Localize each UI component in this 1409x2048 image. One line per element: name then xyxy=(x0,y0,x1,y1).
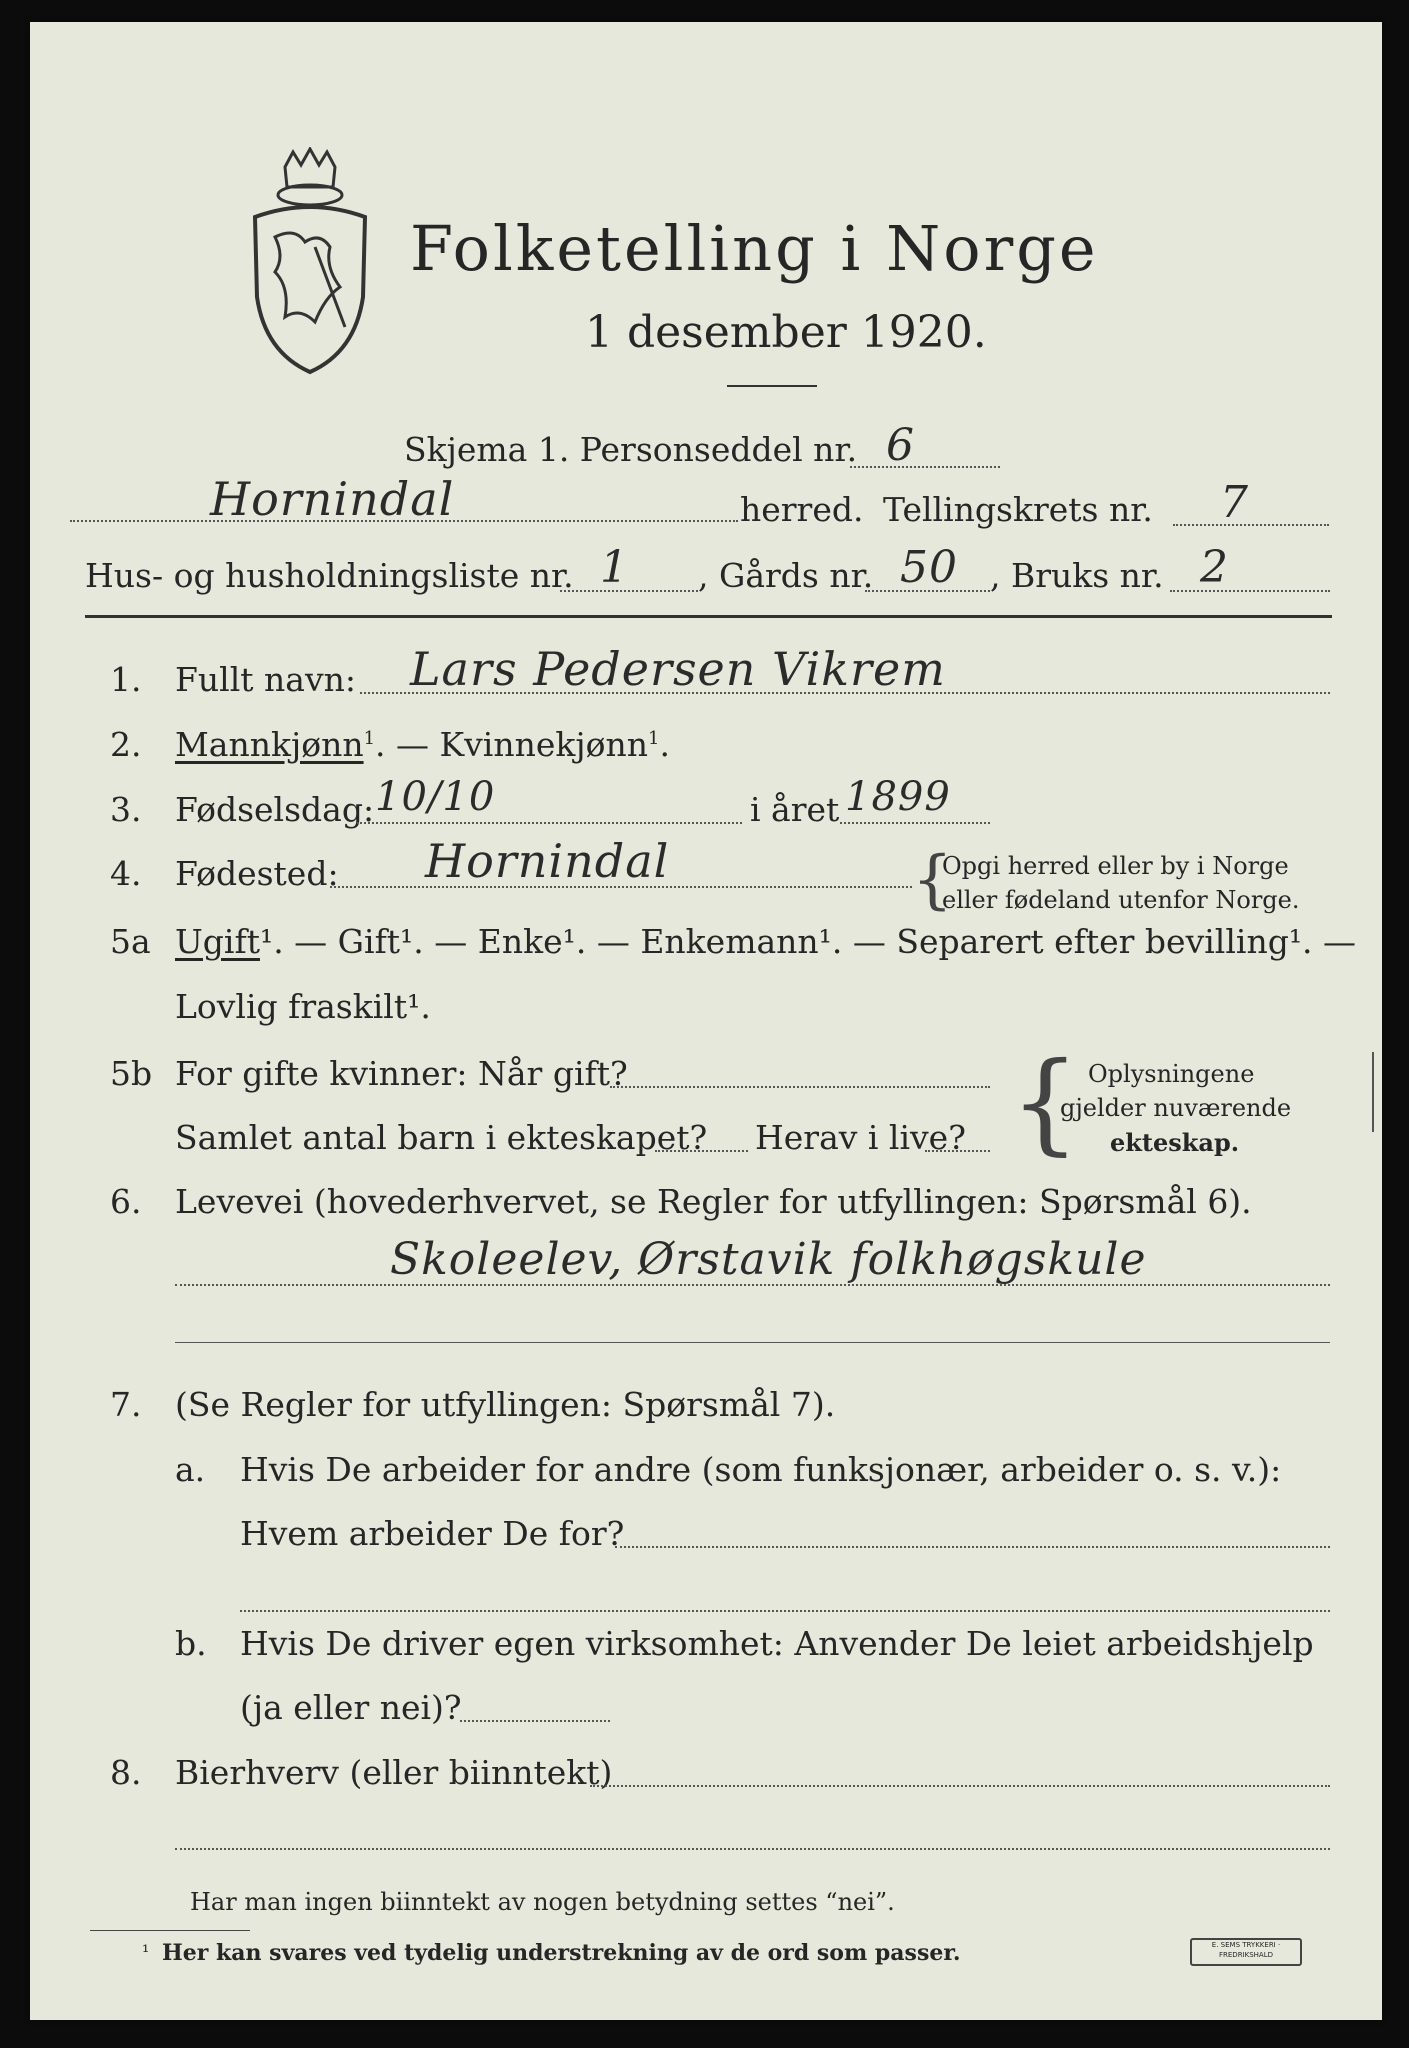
q6-number: 6. xyxy=(110,1182,142,1221)
q2-footnote-mark: 1 xyxy=(363,728,376,749)
footnote-text: Her kan svares ved tydelig understrekning av de ord som passer. xyxy=(162,1940,961,1966)
year-label: i året xyxy=(750,790,840,829)
q7a-line2: Hvem arbeider De for? xyxy=(240,1514,625,1553)
q1-label: Fullt navn: xyxy=(175,660,356,699)
census-form-page xyxy=(30,22,1382,2020)
q3-label: Fødselsdag: xyxy=(175,790,375,829)
q4-number: 4. xyxy=(110,854,142,893)
birthplace-value[interactable]: Hornindal xyxy=(425,834,670,888)
birth-day-value[interactable]: 10/10 xyxy=(375,774,496,820)
census-date: 1 desember 1920. xyxy=(585,307,987,358)
q7-number: 7. xyxy=(110,1385,142,1424)
gards-nr-value[interactable]: 50 xyxy=(900,542,958,593)
q2-end: . xyxy=(659,725,670,764)
gards-label: , Gårds nr. xyxy=(698,556,874,595)
schema-label: Skjema 1. Personseddel nr. xyxy=(404,430,858,469)
q4-label: Fødested: xyxy=(175,854,339,893)
q7-label: (Se Regler for utfyllingen: Spørsmål 7). xyxy=(175,1385,836,1424)
bruks-label: , Bruks nr. xyxy=(990,556,1164,595)
birth-year-value[interactable]: 1899 xyxy=(845,774,951,820)
husliste-label: Hus- og husholdningsliste nr. xyxy=(85,556,574,595)
header-divider xyxy=(85,615,1332,618)
tellingskrets-nr-value[interactable]: 7 xyxy=(1220,477,1249,528)
q5b-children-label: Samlet antal barn i ekteskapet? xyxy=(175,1118,708,1157)
q5b-alive-label: Herav i live? xyxy=(755,1118,966,1157)
q4-note-line1: Opgi herred eller by i Norge xyxy=(942,852,1289,880)
q5b-note1: Oplysningene xyxy=(1088,1060,1255,1088)
q2-footnote-mark-2: 1 xyxy=(648,728,660,749)
q7b-line1: Hvis De driver egen virksomhet: Anvender De leiet arbeidshjelp xyxy=(240,1624,1314,1663)
q1-number: 1. xyxy=(110,660,142,699)
footnote-mark: ¹ xyxy=(142,1942,150,1963)
q3-number: 3. xyxy=(110,790,142,829)
personseddel-nr-value[interactable]: 6 xyxy=(886,420,915,471)
full-name-value[interactable]: Lars Pedersen Vikrem xyxy=(410,642,946,696)
q6-label: Levevei (hovederhvervet, se Regler for utfyllingen: Spørsmål 6). xyxy=(175,1182,1252,1221)
printer-stamp-text: E. SEMS TRYKKERI · FREDRIKSHALD xyxy=(1211,1941,1281,1959)
q8-number: 8. xyxy=(110,1753,142,1792)
occupation-value[interactable]: Skoleelev, Ørstavik folkhøgskule xyxy=(390,1234,1147,1285)
husliste-nr-value[interactable]: 1 xyxy=(600,542,629,593)
q2-number: 2. xyxy=(110,725,142,764)
q7a-letter: a. xyxy=(175,1450,206,1489)
bruks-nr-value[interactable]: 2 xyxy=(1200,542,1229,593)
q4-brace: { xyxy=(912,843,953,917)
form-title: Folketelling i Norge xyxy=(410,212,1099,285)
q5b-line1: For gifte kvinner: Når gift? xyxy=(175,1054,628,1093)
male-option[interactable]: Mannkjønn xyxy=(175,725,364,764)
q5b-note3: ekteskap. xyxy=(1110,1128,1240,1157)
q7b-letter: b. xyxy=(175,1624,207,1663)
q5b-number: 5b xyxy=(110,1054,153,1093)
q2-sep[interactable]: . — Kvinnekjønn xyxy=(375,725,648,764)
herred-value[interactable]: Hornindal xyxy=(210,472,455,526)
title-rule xyxy=(727,385,817,387)
coat-of-arms-icon xyxy=(245,147,375,387)
q5b-note2: gjelder nuværende xyxy=(1060,1094,1292,1122)
q7b-line2: (ja eller nei)? xyxy=(240,1688,462,1727)
q5a-options xyxy=(175,922,1356,961)
tellingskrets-label: Tellingskrets nr. xyxy=(883,490,1153,529)
q5a-line2[interactable]: Lovlig fraskilt¹. xyxy=(175,987,431,1026)
herred-label: herred. xyxy=(740,490,864,529)
no-income-note: Har man ingen biinntekt av nogen betydning settes “nei”. xyxy=(190,1888,895,1916)
q7a-line1: Hvis De arbeider for andre (som funksjonær, arbeider o. s. v.): xyxy=(240,1450,1282,1489)
ugift-option[interactable]: Ugift xyxy=(175,922,260,961)
q2-options xyxy=(175,725,670,764)
q5b-brace: { xyxy=(1010,1038,1080,1166)
marital-other-options[interactable]: ¹. — Gift¹. — Enke¹. — Enkemann¹. — Separert efter bevilling¹. — xyxy=(259,922,1357,961)
q8-label: Bierhverv (eller biinntekt) xyxy=(175,1753,613,1792)
q5a-number: 5a xyxy=(110,922,151,961)
printer-stamp xyxy=(1190,1938,1302,1966)
q4-note-line2: eller fødeland utenfor Norge. xyxy=(942,886,1300,914)
